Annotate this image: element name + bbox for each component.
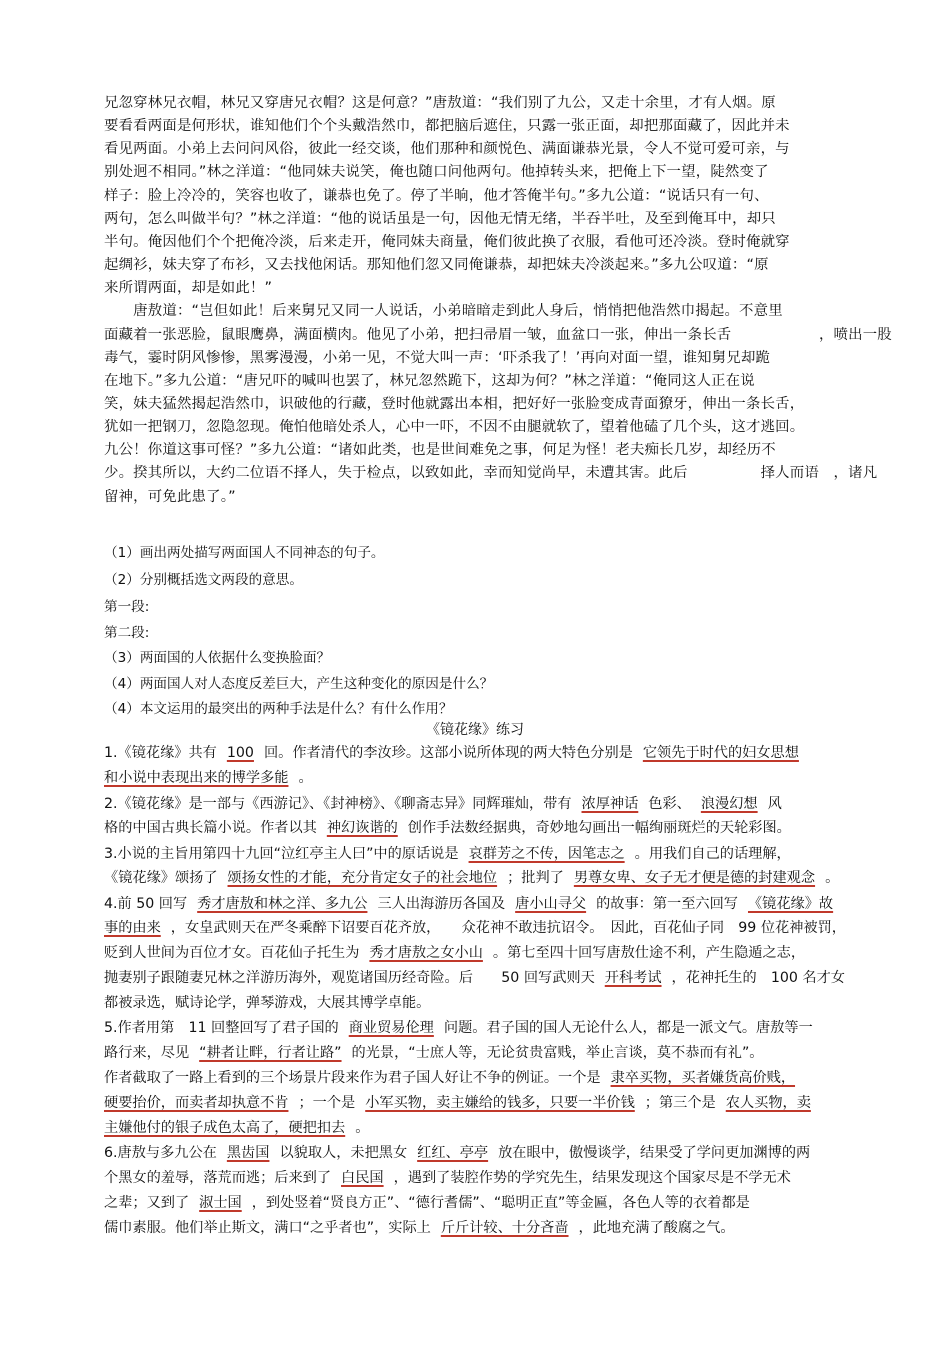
passage-line: 九公！你道这事可怪？”多九公道：“诸如此类，也是世间难免之事，何足为怪！老夫痴长几岁，却经历不 — [104, 442, 776, 459]
answer-blank: 开科考试 — [604, 970, 662, 986]
answer-blank: 哀群芳之不传，因笔志之 — [468, 846, 625, 862]
answer-blank: 它领先于时代的妇女思想 — [642, 745, 799, 761]
question-2-cont: 格的中国古典长篇小说。作者以其 神幻诙谐的 创作手法数经据典，奇妙地勾画出一幅绚丽斑烂的天轮彩图。 — [104, 820, 791, 836]
answer-blank: 事的由来 — [104, 920, 161, 936]
exercise-title: 《镜花缘》练习 — [426, 722, 524, 738]
answer-blank: 神幻诙谐的 — [326, 820, 398, 836]
question-5-cont: 硬要抬价，而卖者却执意不肯 ；一个是 小军买物，卖主嫌给的钱多，只要一半价钱 ；第三个是 农人买物，卖 — [104, 1093, 864, 1113]
passage-line: 唐敖道：“岂但如此！后来舅兄又同一人说话，小弟暗暗走到此人身后，悄悄把他浩然巾揭起。不意里 — [104, 303, 783, 320]
answer-blank: 秀才唐敖之女小山 — [369, 945, 483, 961]
answer-blank: 男尊女卑、女子无才便是德的封建观念 — [573, 870, 816, 886]
passage-line: 少。揆其所以，大约二位语不择人，失于检点，以致如此，幸而知觉尚早，未遭其害。此后 择人而语 ，诸凡 — [104, 465, 878, 482]
answer-blank: 黑齿国 — [226, 1145, 270, 1161]
question-item: （4）本文运用的最突出的两种手法是什么？有什么作用？ — [104, 701, 453, 717]
question-item: （1）画出两处描写两面国人不同神态的句子。 — [104, 545, 385, 561]
passage-line: 在地下。”多九公道：“唐兄吓的喊叫也罢了，林兄忽然跪下，这却为何？”林之洋道：“俺同这人正在说 — [104, 372, 755, 389]
question-4-cont: 事的由来 ，女皇武则天在严冬乘醉下诏要百花齐放， 众花神不敢违抗诏令。 因此，百花仙子同 99 位花神被罚， — [104, 920, 846, 936]
question-2: 2.《镜花缘》是一部与《西游记》、《封神榜》、《聊斋志异》同辉璀灿，带有 浓厚神话 色彩、 浪漫幻想 风 — [104, 796, 782, 812]
passage-line: 犹如一把钢刀，忽隐忽现。俺怕他暗处杀人，心中一吓，不因不由腿就软了，望着他磕了几个头，这才逃回。 — [104, 419, 805, 436]
passage-line: 样子：脸上冷冷的，笑容也收了，谦恭也免了。停了半晌，他才答俺半句。”多九公道：“说话只有一句、 — [104, 187, 769, 204]
passage-line: 笑，妹夫猛然揭起浩然巾，识破他的行藏，登时他就露出本相，把好好一张脸变成青面獠牙，伸出一条长舌， — [104, 395, 805, 412]
passage-line: 起绸衫，妹夫穿了布衫，又去找他闲话。那知他们忽又同俺谦恭，却把妹夫冷淡起来。”多九公叹道：“原 — [104, 257, 769, 274]
answer-blank: 唐小山寻父 — [515, 896, 587, 912]
question-1-cont: 和小说中表现出来的博学多能 。 — [104, 770, 313, 786]
answer-blank: 农人买物，卖 — [725, 1095, 811, 1111]
question-5-cont: 路行来，尽见 “耕者让畔，行者让路” 的光景，“士庶人等，无论贫贵富贱，举止言谈，莫不恭而有礼”。 — [104, 1045, 764, 1061]
passage-line: 两句，怎么叫做半句？”林之洋道：“他的说话虽是一句，因他无情无绪，半吞半吐，及至到俺耳中，却只 — [104, 210, 776, 227]
question-3: 3.小说的主旨用第四十九回“泣红亭主人曰”中的原话说是 哀群芳之不传，因笔志之 。用我们自己的话理解， — [104, 846, 791, 862]
question-3-cont: 《镜花缘》颂扬了 颂扬女性的才能，充分肯定女子的社会地位 ；批判了 男尊女卑、女子无才便是德的封建观念 。 — [104, 870, 840, 886]
answer-blank: 100 — [226, 745, 254, 761]
answer-blank: 浪漫幻想 — [700, 796, 758, 812]
answer-blank: 红红、亭亭 — [417, 1145, 489, 1161]
answer-blank: 斤斤计较、十分吝啬 — [440, 1220, 569, 1236]
answer-blank: 秀才唐敖和林之洋、多九公 — [197, 896, 368, 912]
question-4: 4.前 50 回写 秀才唐敖和林之洋、多九公 三人出海游历各国及 唐小山寻父 的故事：第一至六回写 《镜花缘》故 — [104, 894, 864, 914]
answer-blank: 《镜花缘》故 — [747, 896, 834, 912]
passage-line: 半句。俺因他们个个把俺冷淡，后来走开，俺同妹夫商量，俺们彼此换了衣服，看他可还冷淡。登时俺就穿 — [104, 233, 790, 250]
answer-blank: 商业贸易伦理 — [348, 1020, 434, 1036]
answer-blank: 颂扬女性的才能，充分肯定女子的社会地位 — [227, 870, 498, 886]
passage-line: 面藏着一张恶脸，鼠眼鹰鼻，满面横肉。他见了小弟，把扫帚眉一皱，血盆口一张，伸出一条长舌 ，喷出一股 — [104, 326, 892, 343]
answer-blank: 主嫌他付的银子成色太高了，硬把扣去 — [104, 1120, 346, 1136]
question-4-cont: 都被录选，赋诗论学，弹琴游戏，大展其博学卓能。 — [104, 995, 431, 1011]
question-5-cont: 作者截取了一路上看到的三个场景片段来作为君子国人好让不争的例证。一个是 隶卒买物，买者嫌货高价贱， — [104, 1068, 864, 1088]
question-6-cont: 之辈；又到了 淑士国 ，到处竖着“贤良方正”、“德行耆儒”、“聪明正直”等金匾，各色人等的衣着都是 — [104, 1195, 750, 1211]
question-1: 1.《镜花缘》共有 100 回。作者清代的李汝珍。这部小说所体现的两大特色分别是 它领先于时代的妇女思想 — [104, 743, 864, 763]
passage-line: 兄忽穿林兄衣帽，林兄又穿唐兄衣帽？这是何意？”唐敖道：“我们别了九公，又走十余里，才有人烟。原 — [104, 95, 776, 111]
passage-line: 毒气，霎时阴风惨惨，黑雾漫漫，小弟一见，不觉大叫一声：‘吓杀我了！’再向对面一望，谁知舅兄却跪 — [104, 349, 771, 366]
answer-blank: 淑士国 — [199, 1195, 242, 1211]
question-item: 第二段: — [104, 625, 150, 641]
answer-blank: 白民国 — [341, 1170, 384, 1186]
question-5: 5.作者用第 11 回整回写了君子国的 商业贸易伦理 问题。君子国的国人无论什么人，都是一派文气。唐敖等一 — [104, 1020, 813, 1036]
answer-blank: “耕者让畔，行者让路” — [199, 1045, 342, 1061]
question-4-cont: 抛妻别子跟随妻兄林之洋游历海外，观览诸国历经奇险。后 50 回写武则天 开科考试 ，花神托生的 100 名才女 — [104, 970, 845, 986]
question-6-cont: 个黑女的羞辱，落荒而逃；后来到了 白民国 ，遇到了装腔作势的学究先生，结果发现这个国家尽是不学无术 — [104, 1170, 791, 1186]
question-5-cont: 主嫌他付的银子成色太高了，硬把扣去 。 — [104, 1120, 370, 1136]
passage-line: 别处迥不相同。”林之洋道：“他同妹夫说笑，俺也随口问他两句。他掉转头来，把俺上下一望，陡然变了 — [104, 164, 769, 181]
question-item: （3）两面国的人依据什么变换脸面？ — [104, 650, 331, 666]
answer-blank: 硬要抬价，而卖者却执意不肯 — [104, 1095, 289, 1111]
question-item: （2）分别概括选文两段的意思。 — [104, 572, 303, 588]
answer-blank: 和小说中表现出来的博学多能 — [104, 770, 289, 786]
answer-blank: 小军买物，卖主嫌给的钱多，只要一半价钱 — [365, 1095, 635, 1111]
passage-line: 要看看两面是何形状，谁知他们个个头戴浩然巾，都把脑后遮住，只露一张正面，却把那面藏了，因此并未 — [104, 118, 790, 135]
question-item: 第一段: — [104, 599, 150, 615]
passage-line: 来所谓两面，却是如此！” — [104, 280, 273, 297]
question-6-cont: 儒巾素服。他们举止斯文，满口“之乎者也”，实际上 斤斤计较、十分吝啬 ，此地充满了酸腐之气。 — [104, 1220, 735, 1236]
answer-blank: 浓厚神话 — [581, 796, 639, 812]
passage-line: 看见两面。小弟上去问问风俗，彼此一经交谈，他们那种和颜悦色、满面谦恭光景，令人不觉可爱可亲，与 — [104, 141, 790, 158]
passage-line: 留神，可免此患了。” — [104, 488, 236, 505]
question-6: 6.唐敖与多九公在 黑齿国 以貌取人，未把黑女 红红、亭亭 放在眼中，傲慢谈学，结果受了学问更加渊博的两 — [104, 1145, 811, 1161]
question-4-cont: 贬到人世间为百位才女。百花仙子托生为 秀才唐敖之女小山 。第七至四十回写唐敖仕途不利，产生隐遁之志， — [104, 945, 806, 961]
answer-blank: 隶卒买物，买者嫌货高价贱， — [610, 1070, 796, 1086]
question-item: （4）两面国人对人态度反差巨大，产生这种变化的原因是什么？ — [104, 676, 494, 692]
